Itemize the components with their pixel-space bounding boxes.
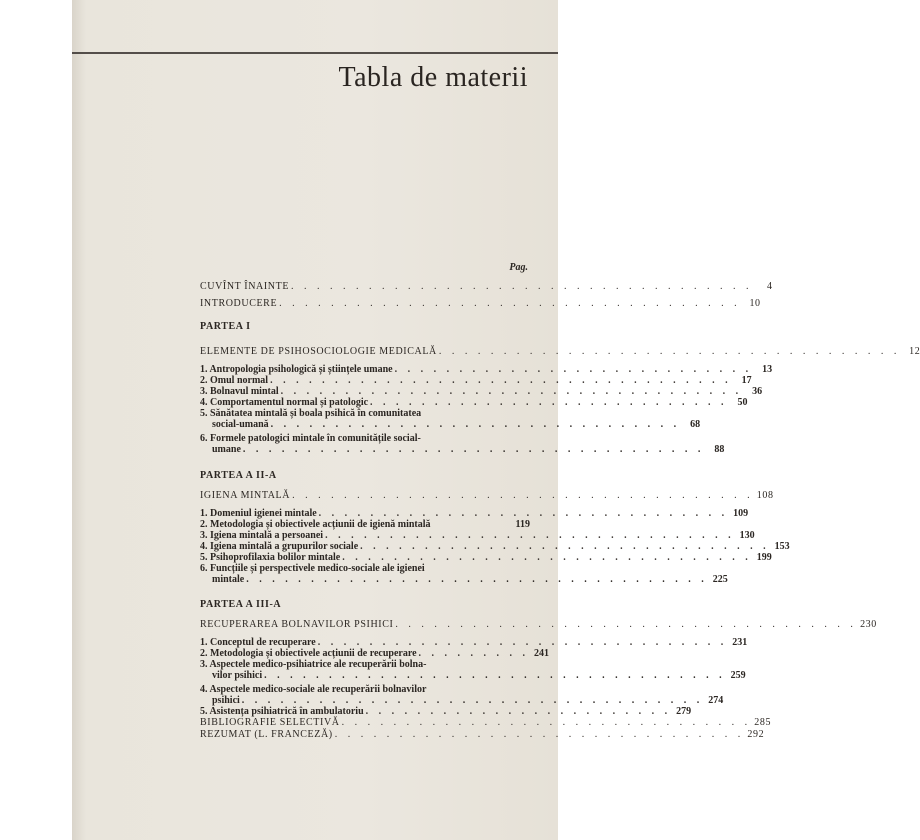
toc-entry-label: 2. Metodologia și obiectivele acțiunii de recuperare: [200, 648, 417, 659]
toc-entry-label: 6. Formele patologici mintale în comunitățile social-: [200, 433, 421, 444]
toc-entry-label: 1. Conceptul de recuperare: [200, 637, 316, 648]
toc-entry-label: 4. Aspectele medico-sociale ale recuperării bolnavilor: [200, 684, 427, 695]
toc-entry-label: 2. Metodologia și obiectivele acțiunii de igienă mintală: [200, 519, 431, 530]
toc-entry-label: 5. Sănătatea mintală și boala psihică în comunitatea: [200, 408, 422, 419]
toc-entry-continuation: [212, 419, 701, 430]
toc-entry-page: 225: [712, 574, 728, 585]
toc-entry-page: 50: [737, 397, 748, 408]
toc-entry: [200, 659, 530, 670]
toc-entry-label: vilor psihici: [212, 670, 263, 681]
toc-entry-page: 13: [762, 364, 773, 375]
toc-entry-continuation: [212, 574, 728, 585]
part-heading: PARTEA A II-A: [200, 470, 277, 481]
leader-dots: . . . . . . . . . . . . . . . . . . . . . . . . . . . . . . . . . . . .: [241, 695, 704, 706]
toc-entry-label: REZUMAT (L. FRANCEZĂ): [200, 729, 333, 740]
toc-entry: [200, 386, 763, 397]
toc-entry-continuation: [212, 444, 725, 455]
toc-entry-label: 4. Comportamentul normal și patologic: [200, 397, 369, 408]
toc-entry-page: 68: [690, 419, 701, 430]
toc-entry-label: 3. Aspectele medico-psihiatrice ale recuperării bolna-: [200, 659, 427, 670]
leader-dots: . . . . . . . . . . . . . . . . . . . . . . . . . . . . . . . . . . . .: [292, 490, 754, 501]
toc-entry: [200, 530, 755, 541]
table-of-contents: [72, 0, 920, 840]
toc-entry-page: 292: [747, 729, 765, 740]
toc-entry: [200, 552, 772, 563]
toc-entry-page: 274: [708, 695, 724, 706]
part-heading: PARTEA A III-A: [200, 599, 282, 610]
leader-dots: . . . . . . . . . . . . . . . . . . . . . . . . . . . . . . . . . . . .: [291, 281, 753, 292]
toc-entry-label: 1. Antropologia psihologică și științele umane: [200, 364, 393, 375]
leader-dots: . . . . . . . . . . . . . . . . . . . . . . . . . . . . . . . .: [342, 552, 752, 563]
toc-entry-rezumat: [200, 729, 765, 740]
toc-entry: [200, 364, 773, 375]
toc-entry-page: 153: [774, 541, 790, 552]
toc-entry-page: 230: [860, 619, 877, 630]
book-page: [72, 0, 920, 840]
leader-dots: . . . . . . . . . . . . . . . . . . . . . . . . . . . .: [394, 364, 753, 375]
page-title: Tabla de materii: [338, 62, 528, 93]
leader-dots: . . . . . . . . . . . . . . . . . . . . . . . . . . . . . . . .: [360, 541, 770, 552]
toc-entry-page: 119: [515, 519, 530, 530]
toc-entry-label: 3. Bolnavul mintal: [200, 386, 279, 397]
leader-dots: . . . . . . . . . . . . . . . . . . . . . . . . . . . . . . . .: [325, 530, 735, 541]
toc-entry-page: 109: [733, 508, 749, 519]
toc-entry: [200, 706, 692, 717]
toc-entry-page: 285: [754, 717, 772, 728]
toc-section-heading: [200, 346, 920, 357]
toc-entry-page: 259: [730, 670, 746, 681]
leader-dots: . . . . . . . . . . . . . . . . . . . . . . . . . . . . . . . . . . . .: [395, 619, 857, 630]
leader-dots: . . . . . . . . . . . . . . . . . . . . . . . . . . . . . . . . . . . .: [280, 386, 743, 397]
toc-entry-page: 108: [756, 490, 774, 501]
toc-entry: [200, 684, 530, 695]
toc-entry-label: 6. Funcțiile și perspectivele medico-sociale ale igienei: [200, 563, 425, 574]
toc-entry-label: 2. Omul normal: [200, 375, 269, 386]
toc-entry-label: INTRODUCERE: [200, 298, 278, 309]
leader-dots: . . . . . . . . .: [418, 648, 530, 659]
part-heading: PARTEA I: [200, 321, 251, 332]
toc-section-heading: [200, 490, 774, 501]
toc-entry: [200, 508, 749, 519]
leader-dots: . . . . . . . . . . . . . . . . . . . . . . . . . . . . . . . . . . . .: [438, 346, 901, 357]
leader-dots: . . . . . . . . . . . . . . . . . . . . . . . . . . . . . . . . . . . .: [264, 670, 726, 681]
toc-entry-label: social-umană: [212, 419, 269, 430]
toc-entry-page: 130: [739, 530, 755, 541]
toc-entry-label: 5. Psihoprofilaxia bolilor mintale: [200, 552, 341, 563]
leader-dots: . . . . . . . . . . . . . . . . . . . . . . . . . . . . . . . .: [341, 717, 752, 728]
toc-entry-page: 231: [732, 637, 748, 648]
toc-entry-label: mintale: [212, 574, 245, 585]
toc-entry-label: umane: [212, 444, 241, 455]
toc-entry-page: 12: [909, 346, 920, 357]
toc-entry-page: 241: [534, 648, 550, 659]
toc-entry-label: CUVÎNT ÎNAINTE: [200, 281, 290, 292]
leader-dots: . . . . . . . . . . . . . . . . . . . . . . . . . . . . . . . . . . . .: [270, 375, 732, 386]
leader-dots: . . . . . . . . . . . . . . . . . . . . . . . . . . . . . . . . . . . .: [246, 574, 708, 585]
toc-entry-introducere: [200, 298, 761, 309]
toc-entry-page: 17: [741, 375, 752, 386]
toc-entry-label: RECUPERAREA BOLNAVILOR PSIHICI: [200, 619, 394, 630]
toc-entry: [200, 519, 530, 530]
toc-entry-label: 4. Igiena mintală a grupurilor sociale: [200, 541, 359, 552]
toc-entry: [200, 563, 530, 574]
toc-entry-label: BIBLIOGRAFIE SELECTIVĂ: [200, 717, 340, 728]
toc-entry-label: 5. Asistența psihiatrică în ambulatoriu: [200, 706, 364, 717]
toc-entry: [200, 408, 530, 419]
page-column-label: Pag.: [509, 262, 528, 273]
leader-dots: . . . . . . . . . . . . . . . . . . . . . . . . . . . .: [370, 397, 728, 408]
leader-dots: . . . . . . . . . . . . . . . . . . . . . . . . . . . . . . . .: [334, 729, 745, 740]
toc-entry-page: 4: [766, 281, 773, 292]
toc-entry-cuvint-inainte: [200, 281, 773, 292]
toc-entry-page: 10: [749, 298, 761, 309]
toc-entry-page: 279: [676, 706, 692, 717]
toc-entry-continuation: [212, 670, 746, 681]
leader-dots: . . . . . . . . . . . . . . . . . . . . . . . . . . . . . . . .: [318, 508, 729, 519]
toc-entry-label: ELEMENTE DE PSIHOSOCIOLOGIE MEDICALĂ: [200, 346, 437, 357]
toc-entry-label: 1. Domeniul igienei mintale: [200, 508, 317, 519]
leader-dots: . . . . . . . . . . . . . . . . . . . . . . . . . . . . . . . . . . . .: [242, 444, 705, 455]
toc-entry: [200, 648, 550, 659]
toc-entry-label: IGIENA MINTALĂ: [200, 490, 291, 501]
toc-section-heading: [200, 619, 877, 630]
toc-entry-label: psihici: [212, 695, 240, 706]
leader-dots: . . . . . . . . . . . . . . . . . . . . . . . . . . . . . . . . . . . .: [279, 298, 741, 309]
toc-entry-continuation: [212, 695, 724, 706]
leader-dots: . . . . . . . . . . . . . . . . . . . . . . . . . . . . . . . .: [270, 419, 681, 430]
toc-entry-page: 88: [714, 444, 725, 455]
toc-entry-label: 3. Igiena mintală a persoanei: [200, 530, 324, 541]
toc-entry: [200, 375, 752, 386]
toc-entry: [200, 541, 790, 552]
toc-entry: [200, 433, 530, 444]
leader-dots: . . . . . . . . . . . . . . . . . . . . . . . .: [365, 706, 672, 717]
leader-dots: . . . . . . . . . . . . . . . . . . . . . . . . . . . . . . . .: [317, 637, 728, 648]
toc-entry-bibliografie: [200, 717, 772, 728]
toc-entry-page: 199: [756, 552, 772, 563]
toc-entry: [200, 397, 748, 408]
toc-entry: [200, 637, 748, 648]
toc-entry-page: 36: [752, 386, 763, 397]
